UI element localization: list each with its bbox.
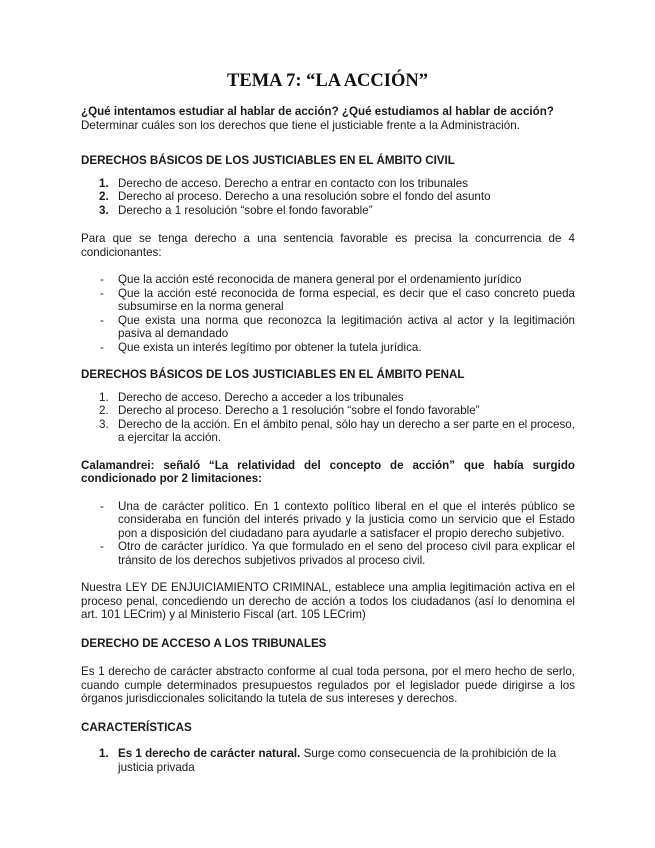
list-item: 3. Derecho a 1 resolución “sobre el fondo favorable” [99,203,373,217]
list-item: 3. Derecho de la acción. En el ámbito penal, sólo hay un derecho a ser parte en el proceso, a ejercitar la acción. [99,417,575,444]
list-item: - Que exista un interés legítimo por obtener la tutela jurídica. [100,340,422,354]
document-body [81,105,575,774]
penal-heading: DERECHOS BÁSICOS DE LOS JUSTICIABLES EN EL ÁMBITO PENAL [81,368,465,381]
acceso-paragraph: Es 1 derecho de carácter abstracto conforme al cual toda persona, por el mero hecho de serlo, cuando cumple determinados presupuestos regulados por el legislador puede dirigirse a los órganos jurisdiccionales solicitando la tutela de sus intereses y derechos. [81,665,575,705]
caracteristicas-heading: CARACTERÍSTICAS [81,720,192,734]
list-item: 1. Derecho de acceso. Derecho a entrar en contacto con los tribunales [99,176,468,190]
caracteristicas-list [81,747,575,774]
civil-paragraph: Para que se tenga derecho a una sentencia favorable es precisa la concurrencia de 4 condicionantes: [81,232,575,259]
list-item: 1. Es 1 derecho de carácter natural. Surge como consecuencia de la prohibición de la justicia privada [99,747,557,774]
list-item: 1. Derecho de acceso. Derecho a acceder a los tribunales [99,390,404,404]
civil-rights-list [81,177,575,218]
list-item: - Que exista una norma que reconozca la legitimación activa al actor y la legitimación pasiva al demandado [100,313,575,340]
calamandrei-heading: Calamandrei: señaló “La relatividad del concepto de acción” que había surgido condicionado por 2 limitaciones: [81,458,575,485]
lecrim-paragraph: Nuestra LEY DE ENJUICIAMIENTO CRIMINAL, establece una amplia legitimación activa en el proceso penal, concediendo un derecho de acción a todos los ciudadanos (así lo denomina el art. 101 LECrim) y al Ministerio Fiscal (art. 105 LECrim) [81,581,575,621]
list-item: - Que la acción esté reconocida de manera general por el ordenamiento jurídico [100,273,522,286]
list-item: 2. Derecho al proceso. Derecho a 1 resolución “sobre el fondo favorable” [99,404,480,417]
civil-heading: DERECHOS BÁSICOS DE LOS JUSTICIABLES EN EL ÁMBITO CIVIL [81,154,455,167]
acceso-heading: DERECHO DE ACCESO A LOS TRIBUNALES [81,636,327,650]
penal-rights-list [81,391,575,445]
limitations-list [81,500,575,568]
intro-question: ¿Qué intentamos estudiar al hablar de acción? ¿Qué estudiamos al hablar de acción? [81,105,554,118]
list-item: 2. Derecho al proceso. Derecho a una resolución sobre el fondo del asunto [99,190,491,203]
conditions-list [81,273,575,354]
list-item: - Una de carácter político. En 1 contexto político liberal en el que el interés público se consideraba en función del interés privado y la justicia como un servicio que el Estado pon a disposición del ciudadano para ayudarle a satisfacer el propio derecho subjetivo. [100,499,575,540]
intro-answer: Determinar cuáles son los derechos que tiene el justiciable frente a la Administración. [81,118,520,132]
list-item: - Otro de carácter jurídico. Ya que formulado en el seno del proceso civil para explicar el tránsito de los derechos subjetivos privados al proceso civil. [100,540,575,567]
list-item: - Que la acción esté reconocida de forma especial, es decir que el caso concreto pueda subsumirse en la norma general [100,286,575,313]
page-title: TEMA 7: “LA ACCIÓN” [227,71,428,91]
